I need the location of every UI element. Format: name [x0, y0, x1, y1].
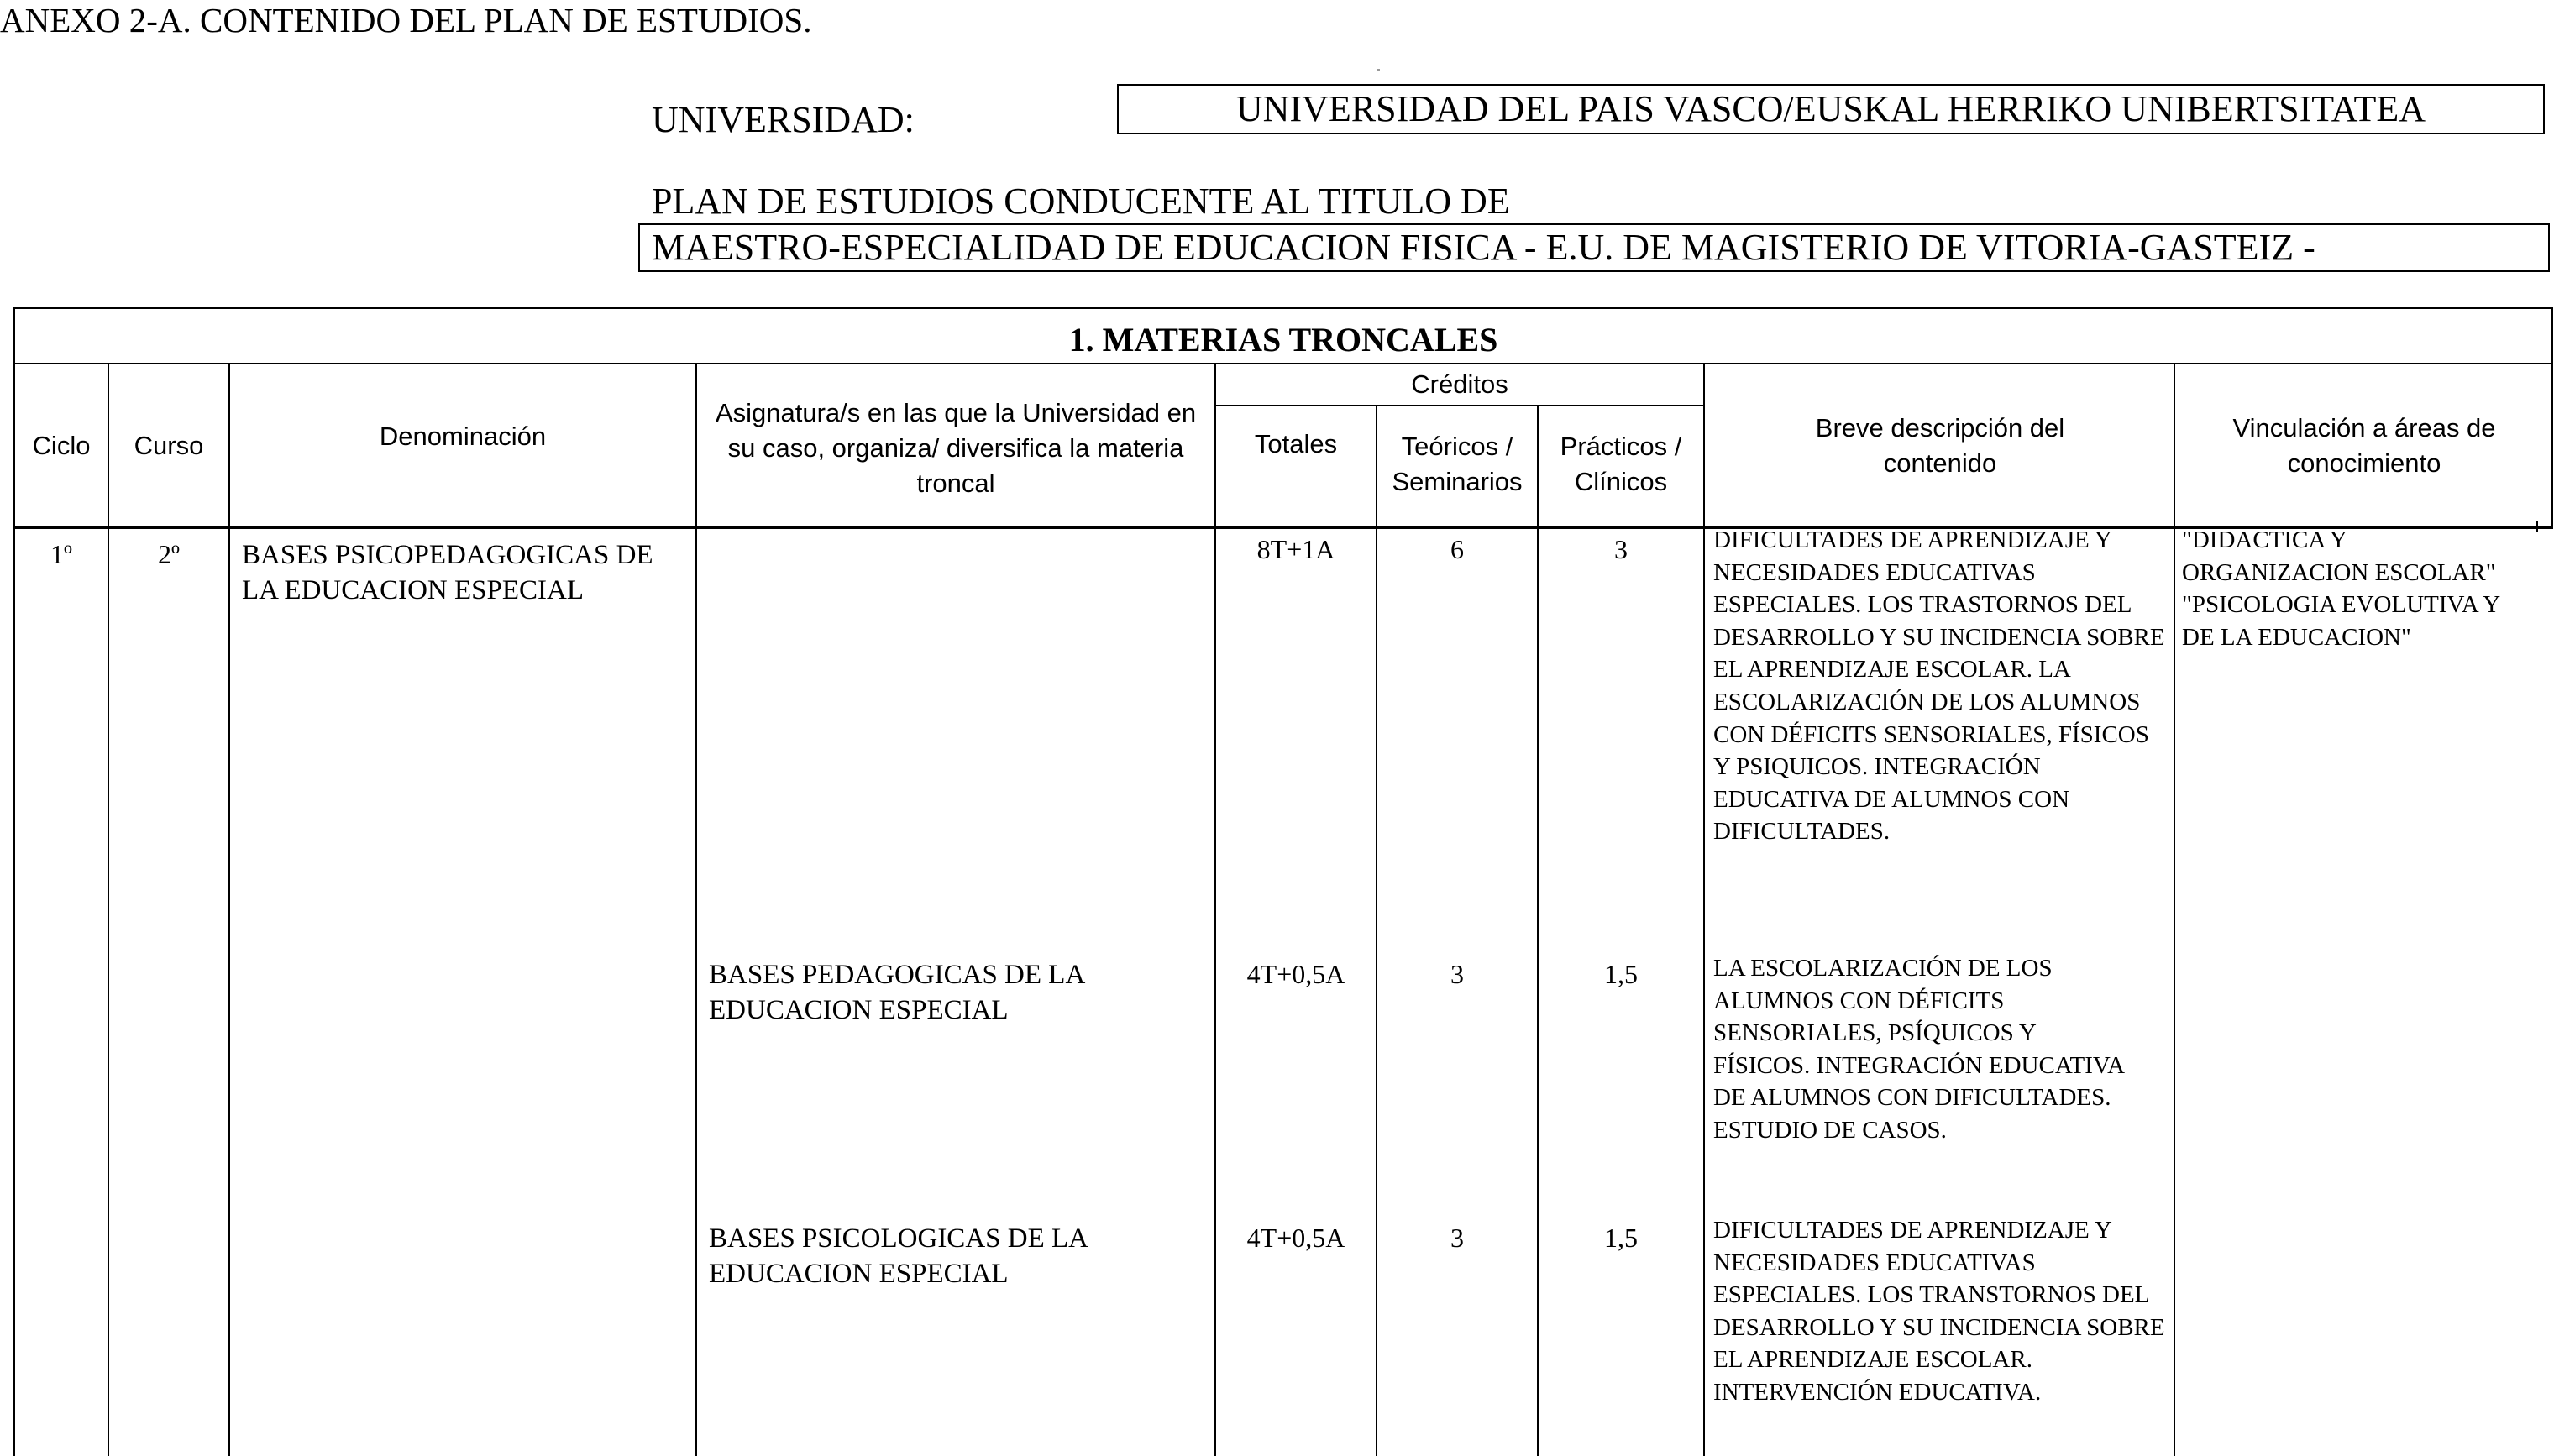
header-vinculacion: Vinculación a áreas de conocimiento: [2232, 413, 2496, 478]
col-right-tick: [2536, 521, 2538, 532]
cell-asignatura: BASES PEDAGOGICAS DE LA EDUCACION ESPECIAL: [709, 960, 1084, 1025]
cell-totales: 4T+0,5A: [1246, 959, 1345, 989]
header-asignatura: Asignatura/s en las que la Universidad en su caso, organiza/ diversifica la materia troncal: [715, 398, 1197, 498]
cell-practicos: 1,5: [1604, 1223, 1638, 1253]
cell-denominacion: BASES PSICOPEDAGOGICAS DE LA EDUCACION ESPECIAL: [242, 540, 653, 605]
cell-teoricos: 3: [1450, 959, 1464, 989]
cell-teoricos: 6: [1450, 534, 1464, 564]
section-title: 1. MATERIAS TRONCALES: [1068, 321, 1498, 359]
col-divider-practicos: [1703, 363, 1705, 1456]
cell-vinculacion: "DIDACTICA Y ORGANIZACION ESCOLAR" "PSICOLOGIA EVOLUTIVA Y DE LA EDUCACION": [2182, 526, 2500, 651]
col-divider-denominacion: [695, 363, 697, 1456]
col-divider-descripcion: [2174, 363, 2175, 1456]
cell-curso: 2º: [158, 539, 180, 569]
header-curso: Curso: [134, 431, 204, 460]
header-denominacion: Denominación: [379, 422, 547, 451]
table-right-border: [2551, 307, 2553, 527]
universidad-label: UNIVERSIDAD:: [652, 99, 915, 140]
plan-label: PLAN DE ESTUDIOS CONDUCENTE AL TITULO DE: [652, 181, 1510, 222]
cell-descripcion: DIFICULTADES DE APRENDIZAJE Y NECESIDADES EDUCATIVAS ESPECIALES. LOS TRANSTORNOS DEL DESARROLLO Y SU INCIDENCIA SOBRE EL APRENDIZAJE ESCOLAR. INTERVENCIÓN EDUCATIVA.: [1713, 1217, 2165, 1406]
header-bottom-border: [13, 526, 2553, 529]
cell-practicos: 1,5: [1604, 959, 1638, 989]
table-top-border: [13, 307, 2553, 309]
universidad-field: UNIVERSIDAD DEL PAIS VASCO/EUSKAL HERRIKO UNIBERTSITATEA: [1117, 84, 2545, 134]
cell-practicos: 3: [1614, 534, 1628, 564]
header-descripcion: Breve descripción del contenido: [1815, 413, 2065, 478]
cell-asignatura: BASES PSICOLOGICAS DE LA EDUCACION ESPECIAL: [709, 1223, 1088, 1289]
header-creditos: Créditos: [1411, 369, 1508, 399]
header-totales: Totales: [1254, 429, 1338, 458]
plan-title-field: MAESTRO-ESPECIALIDAD DE EDUCACION FISICA - E.U. DE MAGISTERIO DE VITORIA-GASTEIZ -: [638, 223, 2550, 272]
cell-totales: 4T+0,5A: [1246, 1223, 1345, 1253]
header-practicos: Prácticos / Clínicos: [1560, 432, 1682, 496]
scan-speck: [1377, 69, 1380, 71]
cell-ciclo: 1º: [50, 539, 72, 569]
cell-totales: 8T+1A: [1256, 534, 1335, 564]
col-divider-asignatura: [1214, 363, 1216, 1456]
cell-descripcion: LA ESCOLARIZACIÓN DE LOS ALUMNOS CON DÉFICITS SENSORIALES, PSÍQUICOS Y FÍSICOS. INTEGRACIÓN EDUCATIVA DE ALUMNOS CON DIFICULTADES. ESTUDIO DE CASOS.: [1713, 955, 2124, 1144]
document-title: ANEXO 2-A. CONTENIDO DEL PLAN DE ESTUDIOS.: [0, 1, 812, 39]
cell-descripcion: DIFICULTADES DE APRENDIZAJE Y NECESIDADES EDUCATIVAS ESPECIALES. LOS TRASTORNOS DEL DESARROLLO Y SU INCIDENCIA SOBRE EL APRENDIZAJE ESCOLAR. LA ESCOLARIZACIÓN DE LOS ALUMNOS CON DÉFICITS SENSORIALES, FÍSICOS Y PSIQUICOS. INTEGRACIÓN EDUCATIVA DE ALUMNOS CON DIFICULTADES.: [1713, 526, 2165, 846]
cell-teoricos: 3: [1450, 1223, 1464, 1253]
header-teoricos: Teóricos / Seminarios: [1392, 432, 1523, 496]
col-divider-curso: [228, 363, 230, 1456]
header-ciclo: Ciclo: [32, 431, 91, 460]
